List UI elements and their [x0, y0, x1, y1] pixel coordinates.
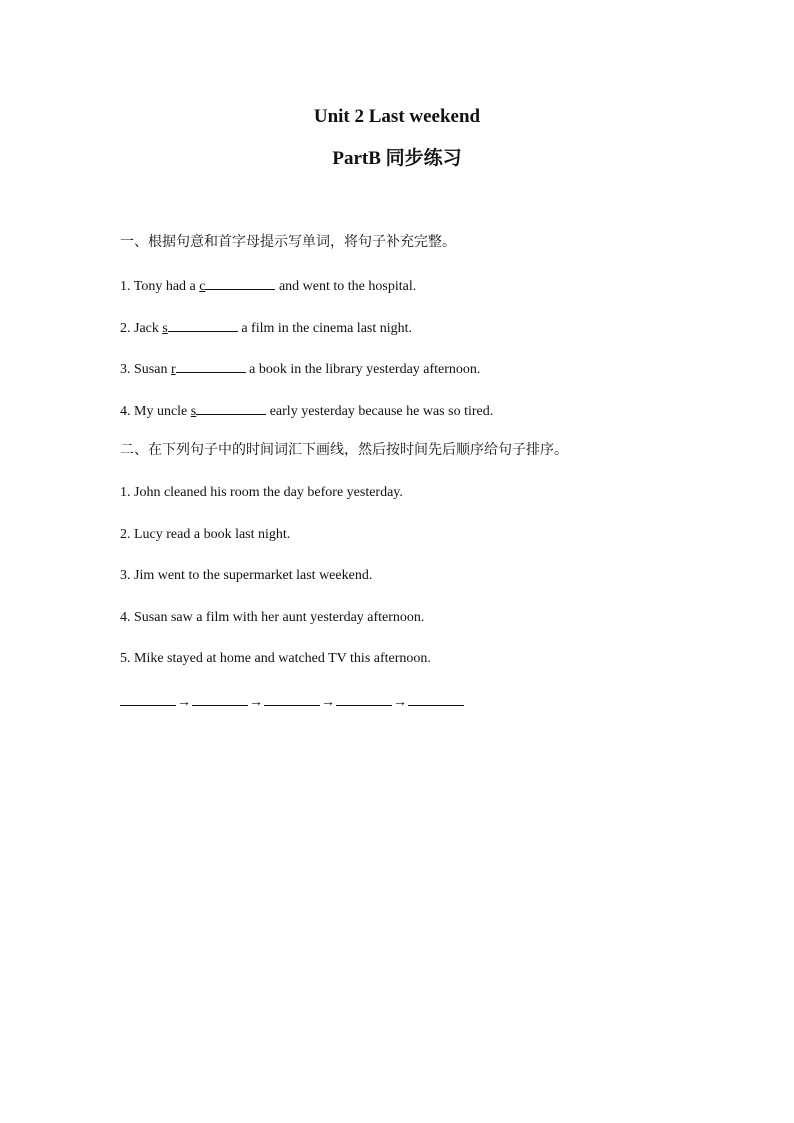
answer-blank[interactable] [196, 401, 266, 415]
answer-blank[interactable] [205, 276, 275, 290]
arrow-icon: → [177, 695, 191, 710]
sentence-item-3: 3. Jim went to the supermarket last weekend. [120, 568, 373, 583]
arrow-icon: → [249, 695, 263, 710]
item-text: a film in the cinema last night. [237, 321, 413, 336]
worksheet-title: Unit 2 Last weekend [313, 106, 481, 127]
answer-blank[interactable] [176, 359, 246, 373]
first-letter-hint: c [199, 279, 206, 294]
item-text: and went to the hospital. [275, 279, 417, 294]
sentence-item-1: 1. John cleaned his room the day before yesterday. [120, 485, 403, 500]
section1-heading: 一、根据句意和首字母提示写单词，将句子补充完整。 [120, 234, 456, 250]
sentence-item-4: 4. Susan saw a film with her aunt yesterday afternoon. [120, 610, 425, 625]
fill-blank-item-1 [120, 276, 416, 296]
fill-blank-item-3 [120, 359, 480, 379]
item-text: early yesterday because he was so tired. [266, 404, 494, 419]
item-text: 4. My uncle [120, 404, 191, 419]
sentence-item-5: 5. Mike stayed at home and watched TV this afternoon. [120, 651, 431, 666]
order-blank-5[interactable] [408, 692, 464, 706]
item-text: 1. Tony had a [120, 279, 200, 294]
worksheet-subtitle: PartB 同步练习 [332, 148, 462, 169]
order-blank-3[interactable] [264, 692, 320, 706]
first-letter-hint: s [162, 321, 168, 336]
first-letter-hint: s [190, 404, 197, 419]
item-text: 3. Susan [120, 362, 171, 377]
section2-heading: 二、在下列句子中的时间词汇下画线，然后按时间先后顺序给句子排序。 [120, 442, 568, 458]
fill-blank-item-2 [120, 318, 412, 338]
order-blank-1[interactable] [120, 692, 176, 706]
item-text: a book in the library yesterday afternoon. [245, 362, 481, 377]
answer-blank[interactable] [168, 318, 238, 332]
arrow-icon: → [321, 695, 335, 710]
order-blank-4[interactable] [336, 692, 392, 706]
arrow-icon: → [393, 695, 407, 710]
fill-blank-item-4 [120, 401, 493, 421]
order-answer-row [120, 692, 464, 712]
sentence-item-2: 2. Lucy read a book last night. [120, 527, 291, 542]
item-text: 2. Jack [120, 321, 163, 336]
first-letter-hint: r [170, 362, 176, 377]
order-blank-2[interactable] [192, 692, 248, 706]
